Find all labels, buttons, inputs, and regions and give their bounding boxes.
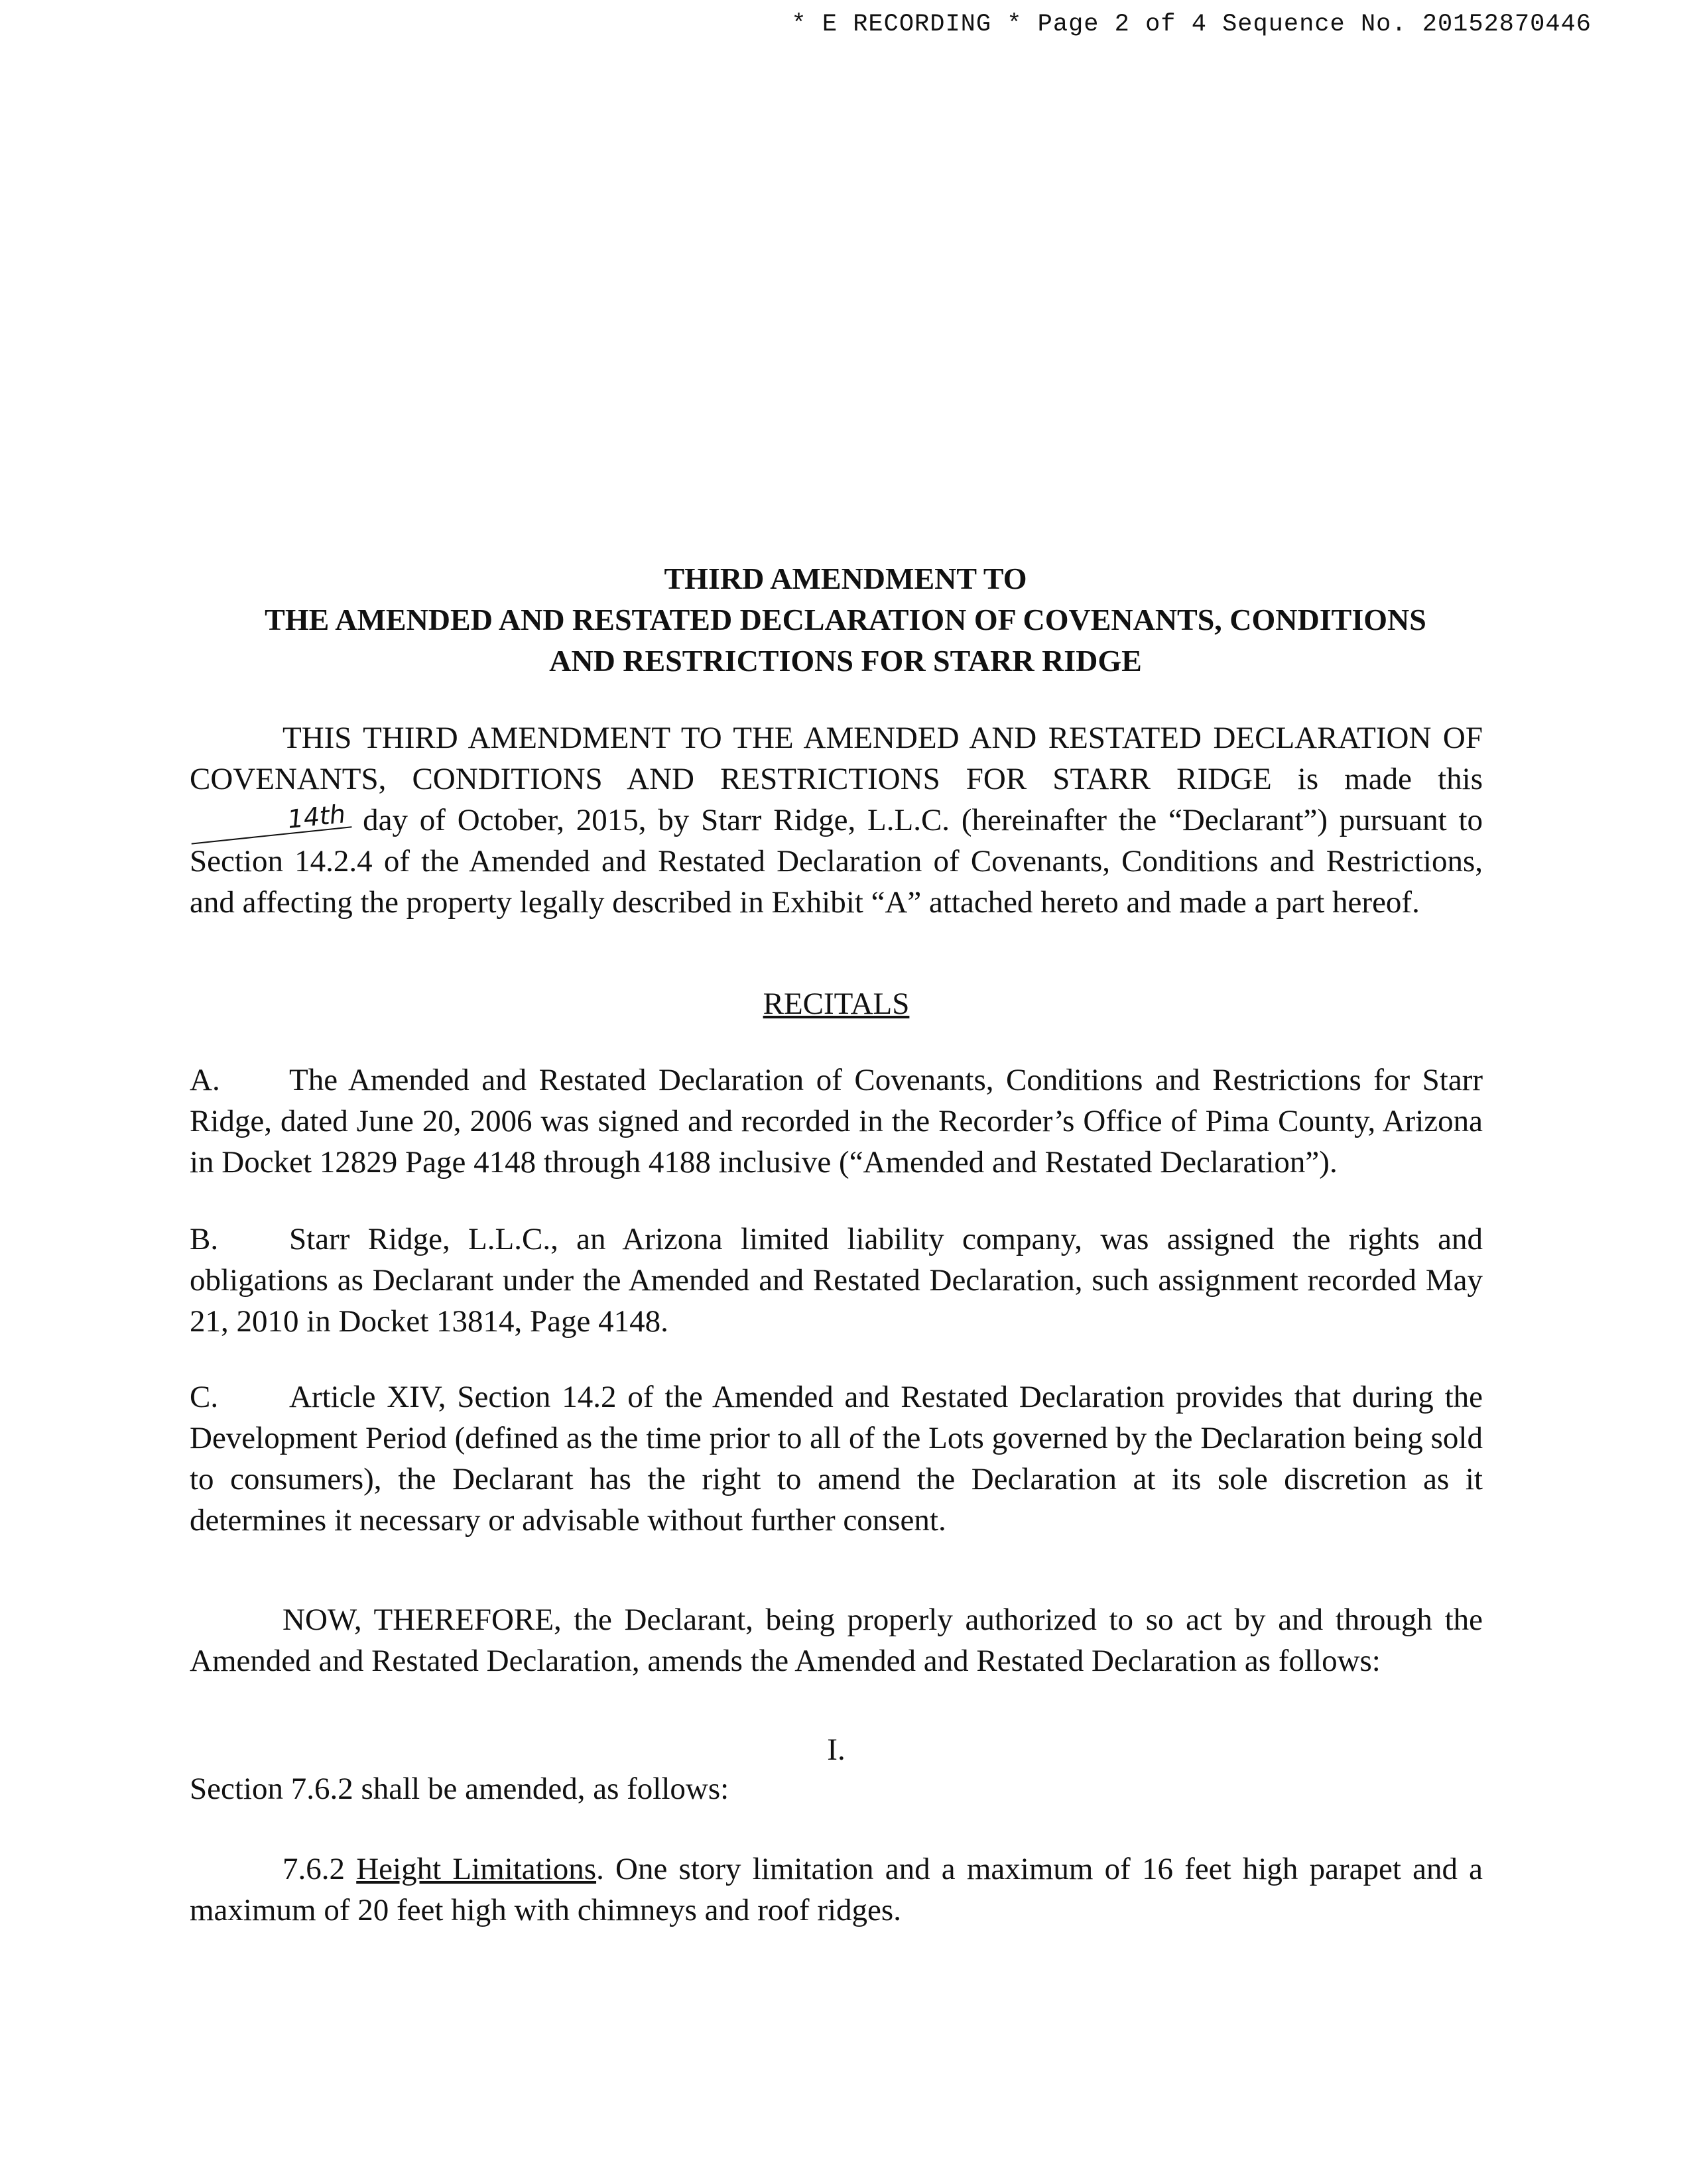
section-number: 7.6.2 xyxy=(282,1852,345,1886)
intro-text-after: day of October, 2015, by Starr Ridge, L.L.C. (hereinafter the “Declarant”) pursuant to Section 14.2.4 of the Amended and Restated Declaration of Covenants, Conditions and Restrictions, and affecting the property legally described in Exhibit “A” attached hereto and made a part hereof. xyxy=(190,803,1483,920)
now-therefore-paragraph: NOW, THEREFORE, the Declarant, being properly authorized to so act by and through the Amended and Restated Declaration, amends the Amended and Restated Declaration as follows: xyxy=(190,1603,1483,1678)
recital-c xyxy=(190,1376,1483,1541)
recital-a xyxy=(190,1060,1483,1183)
article-numeral: I. xyxy=(827,1732,845,1767)
recital-letter: A. xyxy=(190,1063,220,1097)
recital-text: Article XIV, Section 14.2 of the Amended and Restated Declaration provides that during the Development Period (defined as the time prior to all of the Lots governed by the Declaration being sold to consumers), the Declarant has the right to amend the Declaration at its sole discretion as it determines it necessary or advisable without further consent. xyxy=(190,1380,1483,1538)
recital-text: Starr Ridge, L.L.C., an Arizona limited liability company, was assigned the rights and obligations as Declarant under the Amended and Restated Declaration, such assignment recorded May 21, 2010 in Docket 13814, Page 4148. xyxy=(190,1222,1483,1339)
document-title xyxy=(133,558,1558,682)
title-line-2: THE AMENDED AND RESTATED DECLARATION OF COVENANTS, CONDITIONS xyxy=(265,603,1426,637)
recital-letter: C. xyxy=(190,1380,219,1414)
section-heading-punct: . xyxy=(596,1852,604,1886)
recital-letter: B. xyxy=(190,1222,219,1256)
title-line-1: THIRD AMENDMENT TO xyxy=(664,562,1027,595)
recording-header: * E RECORDING * Page 2 of 4 Sequence No. 20152870446 xyxy=(791,11,1592,38)
recitals-heading xyxy=(190,983,1483,1024)
recitals-heading-text: RECITALS xyxy=(763,987,910,1021)
section-text: One story limitation and a maximum of 16 feet high parapet and a maximum of 20 feet high with chimneys and roof ridges. xyxy=(190,1852,1483,1927)
section-7-6-2 xyxy=(190,1849,1483,1931)
recital-text: The Amended and Restated Declaration of Covenants, Conditions and Restrictions for Starr Ridge, dated June 20, 2006 was signed and recorded in the Recorder’s Office of Pima County, Arizona in Docket 12829 Page 4148 through 4188 inclusive (“Amended and Restated Declaration”). xyxy=(190,1063,1483,1180)
title-line-3: AND RESTRICTIONS FOR STARR RIDGE xyxy=(549,644,1142,678)
handwritten-day: 14th xyxy=(188,800,351,844)
intro-text-before: THIS THIRD AMENDMENT TO THE AMENDED AND RESTATED DECLARATION OF COVENANTS, CONDITIONS AND RESTRICTIONS FOR STARR RIDGE is made this xyxy=(190,721,1483,796)
intro-paragraph xyxy=(190,717,1483,923)
section-heading: Height Limitations xyxy=(356,1852,597,1886)
section-intro: Section 7.6.2 shall be amended, as follows: xyxy=(190,1772,729,1806)
recital-b xyxy=(190,1219,1483,1342)
